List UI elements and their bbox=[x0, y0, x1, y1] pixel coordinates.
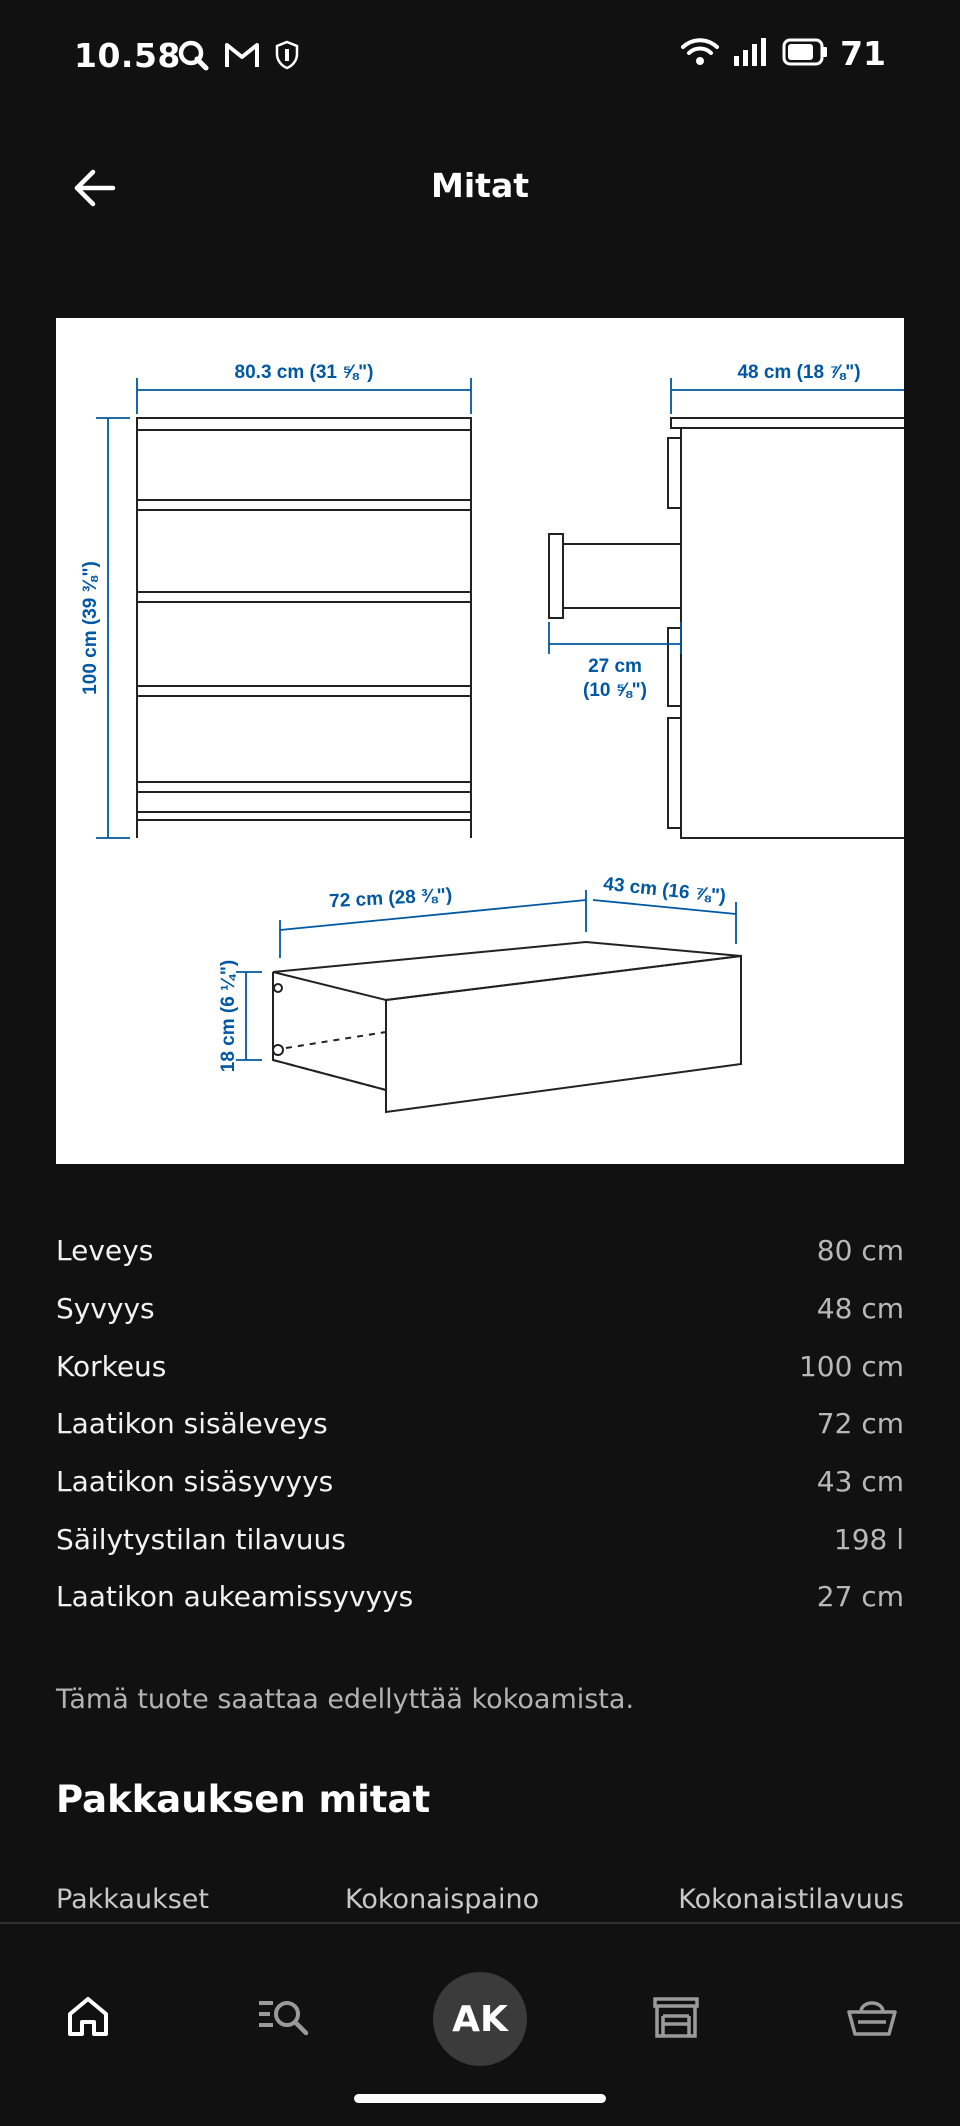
dimension-value: 72 cm bbox=[816, 1407, 904, 1441]
nav-profile[interactable] bbox=[430, 1964, 530, 2074]
depth-dimension-label: 48 cm (18 ⅞") bbox=[737, 362, 861, 383]
search-icon bbox=[176, 38, 210, 76]
dimension-label: Korkeus bbox=[56, 1349, 167, 1383]
basket-icon bbox=[846, 1994, 898, 2044]
nav-home[interactable] bbox=[38, 1964, 138, 2074]
gmail-icon bbox=[224, 40, 260, 74]
dimension-row-drawer-inner-depth bbox=[56, 1453, 904, 1511]
dimension-value: 80 cm bbox=[816, 1234, 904, 1268]
page-title: Mitat bbox=[431, 166, 529, 205]
dimension-row-depth bbox=[56, 1280, 904, 1338]
home-icon bbox=[65, 1994, 111, 2044]
package-column-packages: Pakkaukset bbox=[56, 1884, 209, 1915]
package-dimensions-title: Pakkauksen mitat bbox=[56, 1778, 431, 1821]
dimension-value: 27 cm bbox=[816, 1580, 904, 1614]
nav-store[interactable] bbox=[626, 1964, 726, 2074]
battery-level: 71 bbox=[840, 34, 886, 73]
dimension-label: Syvyys bbox=[56, 1292, 155, 1326]
status-left-icons bbox=[176, 38, 300, 76]
dimension-value: 43 cm bbox=[816, 1465, 904, 1499]
dimension-row-storage-volume bbox=[56, 1510, 904, 1568]
shield-icon bbox=[274, 40, 300, 74]
dimension-row-drawer-inner-width bbox=[56, 1395, 904, 1453]
package-column-total-weight: Kokonaispaino bbox=[345, 1884, 540, 1915]
dimension-value: 198 l bbox=[833, 1522, 904, 1556]
dimension-diagram bbox=[56, 318, 904, 1164]
dimension-row-drawer-opening-depth bbox=[56, 1568, 904, 1626]
wifi-icon bbox=[680, 36, 720, 72]
assembly-note: Tämä tuote saattaa edellyttää kokoamista. bbox=[56, 1684, 635, 1715]
app-header bbox=[0, 140, 960, 240]
status-right-icons bbox=[680, 34, 886, 73]
drawer-depth-label: 43 cm (16 ⅞") bbox=[602, 873, 727, 908]
battery-icon bbox=[782, 37, 828, 71]
status-time: 10.58 bbox=[74, 36, 181, 75]
dimension-row-width bbox=[56, 1222, 904, 1280]
store-icon bbox=[651, 1994, 701, 2044]
height-dimension-label: 100 cm (39 ⅜") bbox=[80, 561, 101, 695]
dimension-label: Säilytystilan tilavuus bbox=[56, 1522, 346, 1556]
dimension-value: 100 cm bbox=[798, 1349, 904, 1383]
home-indicator[interactable] bbox=[354, 2094, 606, 2103]
drawer-height-label: 18 cm (6 ¼") bbox=[218, 959, 239, 1073]
status-bar bbox=[0, 0, 960, 110]
width-dimension-label: 80.3 cm (31 ⅝") bbox=[234, 362, 374, 383]
package-column-total-volume: Kokonaistilavuus bbox=[678, 1884, 904, 1915]
dimensions-list bbox=[56, 1222, 904, 1626]
drawer-width-label: 72 cm (28 ⅜") bbox=[328, 884, 453, 913]
dimension-row-height bbox=[56, 1337, 904, 1395]
nav-search[interactable] bbox=[234, 1964, 334, 2074]
dimension-label: Laatikon sisäleveys bbox=[56, 1407, 328, 1441]
nav-cart[interactable] bbox=[822, 1964, 922, 2074]
dimension-value: 48 cm bbox=[816, 1292, 904, 1326]
drawer-open-label-line2: (10 ⅝") bbox=[583, 680, 647, 701]
dimension-label: Laatikon aukeamissyvyys bbox=[56, 1580, 414, 1614]
dimension-label: Laatikon sisäsyvyys bbox=[56, 1465, 334, 1499]
dimension-label: Leveys bbox=[56, 1234, 154, 1268]
dimension-diagram-svg bbox=[56, 318, 904, 1164]
signal-icon bbox=[732, 36, 770, 72]
avatar: AK bbox=[433, 1972, 527, 2066]
product-search-icon bbox=[256, 1994, 312, 2044]
drawer-open-label-line1: 27 cm bbox=[588, 656, 642, 677]
